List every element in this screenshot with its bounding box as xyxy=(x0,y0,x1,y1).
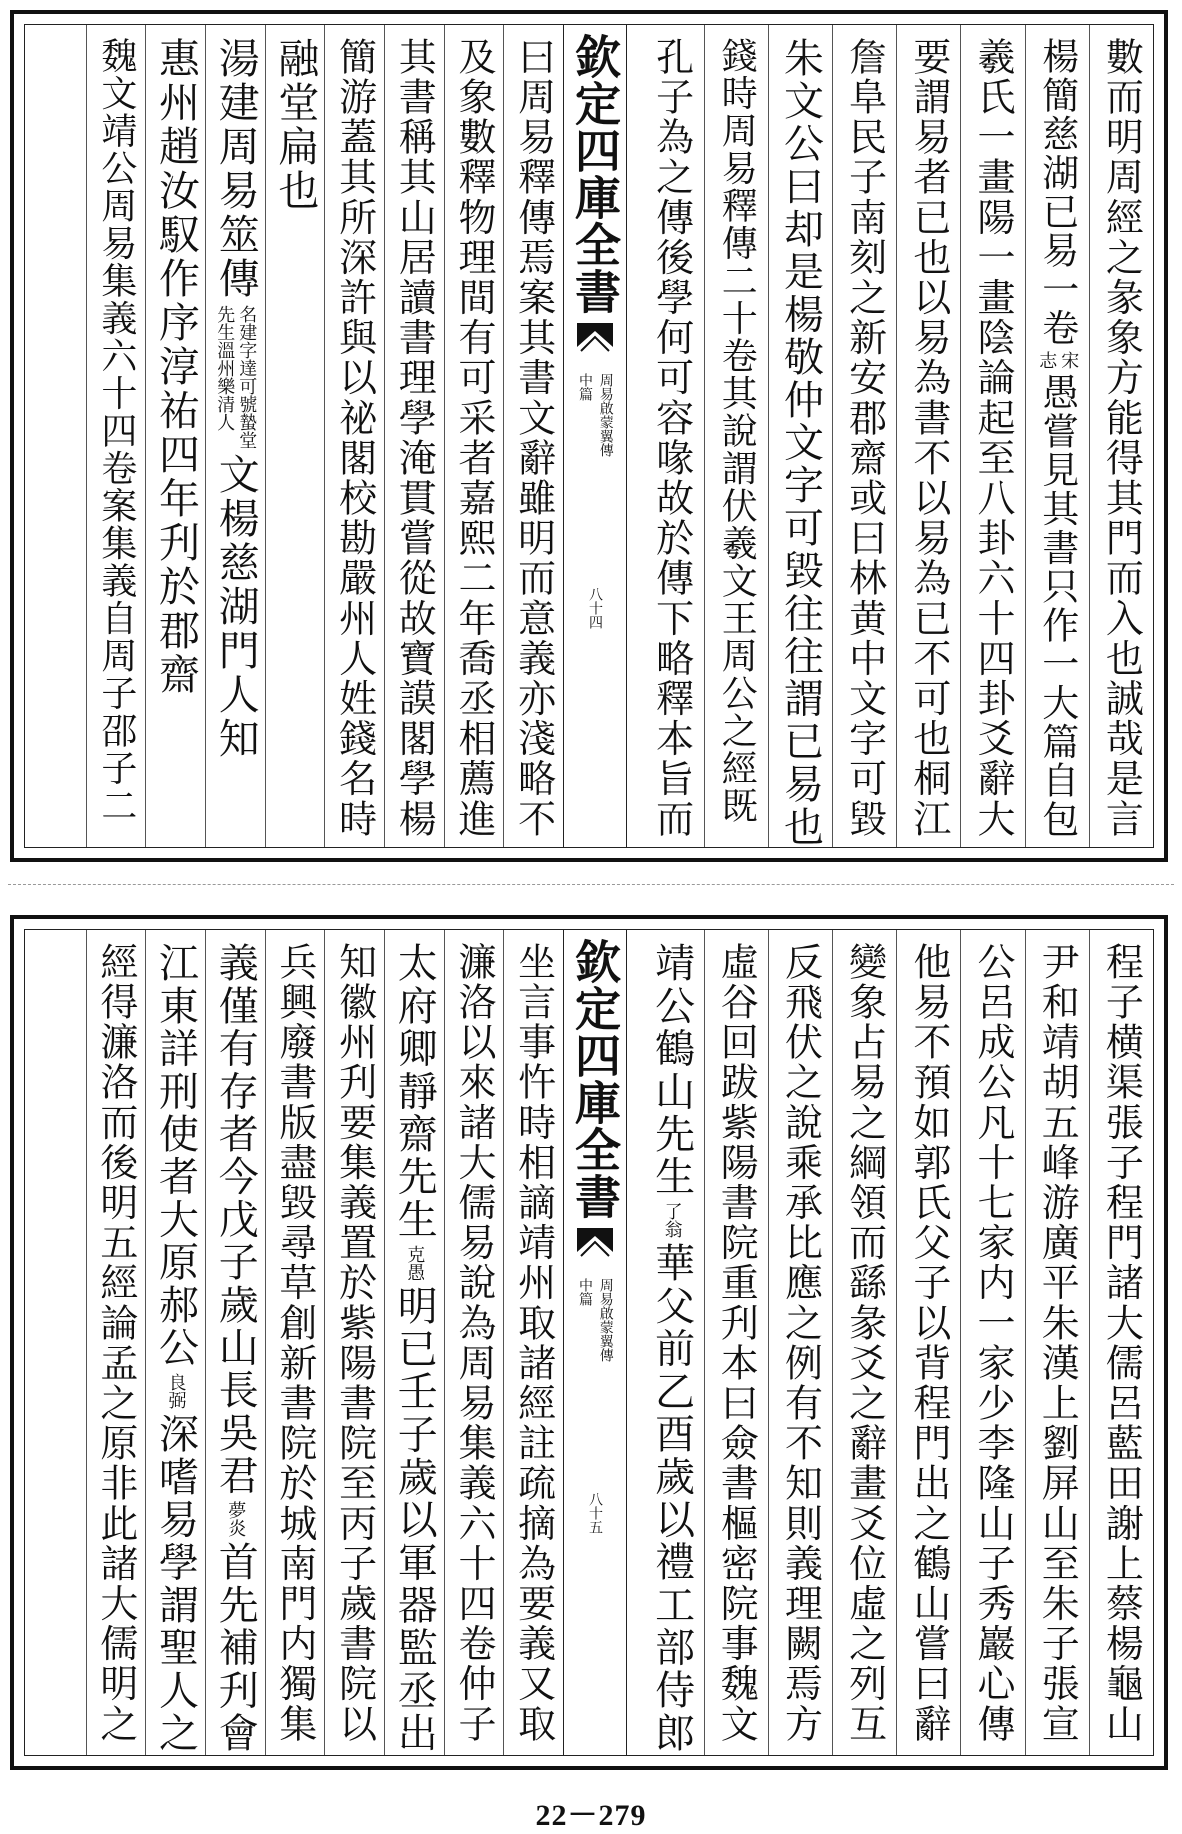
column-text: 程子横渠張子程門諸大儒呂藍田謝上蔡楊龜山 xyxy=(1099,942,1144,1744)
bottom-center-title: 欽定四庫全書 xyxy=(568,938,622,1220)
bottom-section-label: 中篇 xyxy=(577,1278,593,1306)
column-text: 朱文公曰却是楊敬仲文字可毀往往謂已易也 xyxy=(777,37,824,849)
text-column xyxy=(324,930,384,1755)
bottom-right-text-panel xyxy=(575,930,1153,1755)
note-line: 宋 xyxy=(1058,351,1080,370)
text-column xyxy=(960,25,1024,847)
column-text: 經得濂洛而後明五經論孟之原非此諸大儒明之 xyxy=(93,942,138,1744)
note-line: 良弼 xyxy=(165,1373,187,1409)
interlinear-note xyxy=(167,1373,185,1409)
top-fishtail-ornament xyxy=(575,321,615,365)
column-text: 變象占易之綱領而繇彖爻之辭畫爻位虛之列互 xyxy=(842,942,887,1744)
text-column xyxy=(960,930,1024,1755)
column-text: 錢時周易釋傳二十卷其說謂伏羲文王周公之經既 xyxy=(716,37,758,825)
note-line: 克愚 xyxy=(404,1244,426,1281)
column-text: 簡游蓋其所深許與以祕閣校勘嚴州人姓錢名時 xyxy=(332,37,377,839)
column-text: 義僅有存者今戊子歲山長吳君 xyxy=(212,942,259,1498)
column-text: 反飛伏之說乘承比應之例有不知則義理闕焉方 xyxy=(778,942,823,1744)
column-text: 數而明周經之彖象方能得其門而入也誠哉是言 xyxy=(1099,37,1144,839)
text-column xyxy=(704,25,768,847)
interlinear-note xyxy=(225,1501,247,1538)
interlinear-note xyxy=(663,1202,681,1238)
column-text: 文楊慈湖門人知 xyxy=(211,453,260,761)
top-center-small-text xyxy=(577,373,612,457)
text-column xyxy=(1025,25,1089,847)
column-text: 兵興廢書版盡毀尋草創新書院於城南門内獨集 xyxy=(272,942,317,1744)
interlinear-note xyxy=(214,305,258,449)
bottom-left-text-panel xyxy=(25,930,563,1755)
column-text: 孔子為之傳後學何可容喙故於傳下略釋本旨而 xyxy=(649,37,694,839)
text-column xyxy=(768,25,832,847)
text-column xyxy=(1025,930,1089,1755)
bottom-fishtail-ornament xyxy=(575,1226,615,1270)
text-column xyxy=(86,930,146,1755)
page-divider xyxy=(8,884,1174,885)
note-line: 了翁 xyxy=(661,1202,683,1239)
column-text: 太府卿靜齋先生 xyxy=(391,942,438,1241)
text-column xyxy=(640,25,704,847)
bottom-page-frame xyxy=(10,915,1168,1770)
column-text: 明已壬子歲以軍器監丞出 xyxy=(391,1284,438,1755)
column-text: 楊簡慈湖已易一卷 xyxy=(1035,37,1079,348)
column-text: 江東詳刑使者大原郝公 xyxy=(152,942,199,1369)
text-column xyxy=(704,930,768,1755)
column-text: 及象數釋物理間有可采者嘉熙二年喬丞相薦進 xyxy=(451,37,496,839)
top-page-frame xyxy=(10,10,1168,862)
bottom-page-number: 八十五 xyxy=(587,1492,603,1534)
column-text: 尹和靖胡五峰游廣平朱漢上劉屏山至朱子張宣 xyxy=(1035,942,1080,1744)
text-column xyxy=(265,930,325,1755)
column-text: 華父前乙酉歲以禮工部侍郎 xyxy=(648,1242,695,1755)
text-column xyxy=(265,25,325,847)
column-text: 羲氏一畫陽一畫陰論起至八卦六十四卦爻辭大 xyxy=(971,37,1016,839)
column-text: 愚嘗見其書只作一大篇自包 xyxy=(1035,373,1079,840)
text-column xyxy=(1089,930,1153,1755)
top-left-text-panel xyxy=(25,25,563,847)
column-text: 他易不預如郭氏父子以背程門出之鶴山嘗曰辭 xyxy=(906,942,951,1744)
column-text: 融堂扁也 xyxy=(271,37,320,213)
column-text: 深嗜易學謂聖人之 xyxy=(152,1413,199,1755)
top-center-fold xyxy=(563,25,627,847)
text-column xyxy=(205,930,265,1755)
text-column xyxy=(832,930,896,1755)
top-page-number: 八十四 xyxy=(587,587,603,629)
interlinear-note xyxy=(404,1244,426,1281)
bottom-center-fold xyxy=(563,930,627,1755)
text-column xyxy=(503,25,563,847)
text-column xyxy=(444,930,504,1755)
text-column xyxy=(324,25,384,847)
column-text: 知徽州刋要集義置於紫陽書院至丙子歲書院以 xyxy=(332,942,377,1744)
interlinear-note xyxy=(1036,351,1080,370)
text-column xyxy=(384,930,444,1755)
text-column xyxy=(86,25,146,847)
note-line: 志 xyxy=(1036,351,1058,370)
column-text: 詹阜民子南刻之新安郡齋或曰林黄中文字可毀 xyxy=(842,37,887,839)
column-text: 坐言事忤時相謫靖州取諸經註疏摘為要義又取 xyxy=(511,942,556,1744)
top-center-title: 欽定四庫全書 xyxy=(568,33,622,315)
top-page-inner-border xyxy=(24,24,1154,848)
text-column xyxy=(1089,25,1153,847)
top-section-label: 中篇 xyxy=(577,373,593,401)
bottom-page-inner-border xyxy=(24,929,1154,1756)
column-text: 湯建周易筮傳 xyxy=(211,37,260,301)
text-column xyxy=(640,930,704,1755)
text-column xyxy=(205,25,265,847)
column-text: 曰周易釋傳焉案其書文辭雖明而意義亦淺略不 xyxy=(511,37,556,839)
column-text: 靖公鶴山先生 xyxy=(648,942,695,1199)
note-line: 夢炎 xyxy=(225,1501,247,1538)
column-text: 公呂成公凡十七家内一家少李隆山子秀巖心傳 xyxy=(971,942,1016,1744)
bottom-center-small-text xyxy=(577,1278,612,1362)
note-line: 先生溫州樂清人 xyxy=(214,305,236,431)
column-text: 虛谷回跋紫陽書院重刋本曰僉書樞密院事魏文 xyxy=(714,942,759,1744)
bottom-book-title: 周易啟蒙翼傳 xyxy=(597,1278,614,1362)
footer-page-id: 22－279 xyxy=(535,1799,647,1832)
text-column xyxy=(768,930,832,1755)
text-column xyxy=(145,930,205,1755)
column-text: 首先補刋會 xyxy=(212,1541,259,1755)
text-column xyxy=(384,25,444,847)
text-column xyxy=(444,25,504,847)
text-column xyxy=(896,930,960,1755)
text-column xyxy=(896,25,960,847)
text-column xyxy=(832,25,896,847)
column-text: 要謂易者已也以易為書不以易為已不可也桐江 xyxy=(906,37,951,839)
text-column xyxy=(503,930,563,1755)
note-line: 名建字達可號蟄堂 xyxy=(236,305,258,449)
column-text: 濂洛以來諸大儒易說為周易集義六十四卷仲子 xyxy=(451,942,496,1744)
top-book-title: 周易啟蒙翼傳 xyxy=(597,373,614,457)
column-text: 惠州趙汝馭作序淳祐四年刋於郡齋 xyxy=(152,37,201,697)
column-text: 魏文靖公周易集義六十四卷案集義自周子邵子二 xyxy=(95,37,137,825)
column-text: 其書稱其山居讀書理學淹貫嘗從故寶謨閣學楊 xyxy=(392,37,437,839)
text-column xyxy=(145,25,205,847)
top-right-text-panel xyxy=(575,25,1153,847)
